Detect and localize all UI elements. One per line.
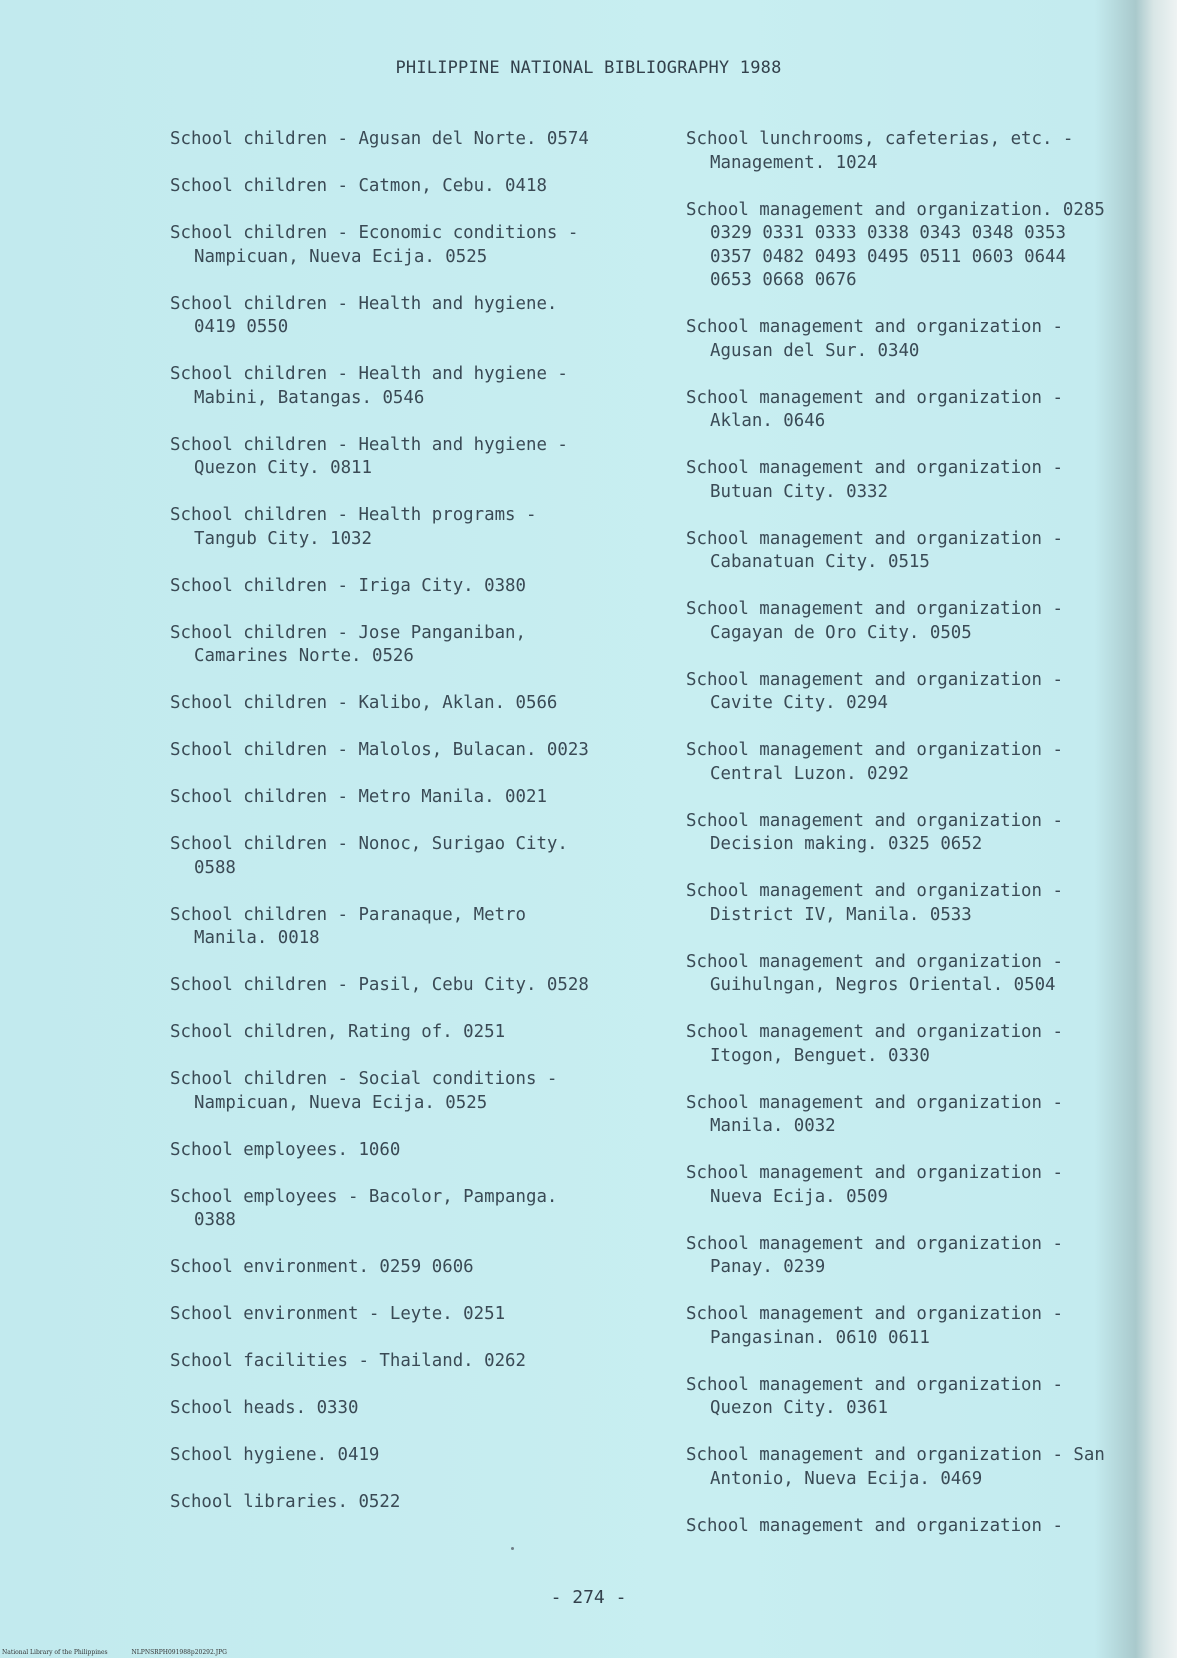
index-entry: School management and organization - Butuan City. 0332 <box>686 458 1063 502</box>
index-entry: School management and organization - Aklan. 0646 <box>686 387 1063 431</box>
index-entry: School management and organization. 0285 0329 0331 0333 0338 0343 0348 0353 0357 0482 0493 0495 0511 0603 0644 0653 0668 0676 <box>686 199 1105 290</box>
index-entry: School children - Jose Panganiban, Camarines Norte. 0526 <box>170 622 526 666</box>
index-entry: School environment - Leyte. 0251 <box>170 1304 506 1324</box>
index-entry: School management and organization - Cagayan de Oro City. 0505 <box>686 599 1063 643</box>
index-entry: School children - Metro Manila. 0021 <box>170 787 547 807</box>
footer-filename: NLPNSRPH091988p20292.JPG <box>131 1649 227 1656</box>
index-entry: School children - Iriga City. 0380 <box>170 575 526 596</box>
right-index-column <box>686 128 1156 1562</box>
index-entry: School management and organization - Central Luzon. 0292 <box>686 740 1063 784</box>
index-entry: School hygiene. 0419 <box>170 1445 380 1465</box>
left-index-column <box>170 128 650 1538</box>
index-entry: School children - Health and hygiene. 0419 0550 <box>170 293 558 337</box>
index-entry: School children - Malolos, Bulacan. 0023 <box>170 740 589 760</box>
index-entry: School employees - Bacolor, Pampanga. 0388 <box>170 1186 558 1230</box>
index-entry: School children - Agusan del Norte. 0574 <box>170 129 589 149</box>
index-entry: School management and organization - Manila. 0032 <box>686 1092 1063 1136</box>
index-entry: School management and organization - Itogon, Benguet. 0330 <box>686 1022 1063 1066</box>
scan-speck <box>511 1547 514 1550</box>
index-entry: School management and organization - Pangasinan. 0610 0611 <box>686 1304 1063 1348</box>
index-entry: School lunchrooms, cafeterias, etc. - Management. 1024 <box>686 129 1074 173</box>
footer-library: National Library of the Philippines <box>2 1649 108 1656</box>
index-entry: School children - Health and hygiene - Mabini, Batangas. 0546 <box>170 364 568 408</box>
index-entry: School management and organization - Cabanatuan City. 0515 <box>686 528 1063 572</box>
index-entry: School libraries. 0522 <box>170 1492 401 1512</box>
index-entry: School management and organization - District IV, Manila. 0533 <box>686 881 1063 925</box>
index-entry: School environment. 0259 0606 <box>170 1257 474 1277</box>
index-entry: School management and organization - Panay. 0239 <box>686 1233 1063 1277</box>
index-entry: School management and organization - San Antonio, Nueva Ecija. 0469 <box>686 1445 1105 1489</box>
index-entry: School employees. 1060 <box>170 1139 401 1160</box>
index-entry: School children, Rating of. 0251 <box>170 1022 506 1042</box>
index-entry: School management and organization - Cavite City. 0294 <box>686 669 1063 713</box>
index-entry: School children - Nonoc, Surigao City. 0588 <box>170 834 568 878</box>
index-entry: School children - Catmon, Cebu. 0418 <box>170 176 547 196</box>
index-entry: School children - Health and hygiene - Quezon City. 0811 <box>170 434 568 478</box>
index-entry: School children - Social conditions - Nampicuan, Nueva Ecija. 0525 <box>170 1069 558 1113</box>
page-title: PHILIPPINE NATIONAL BIBLIOGRAPHY 1988 <box>395 58 782 78</box>
index-entry: School children - Health programs - Tangub City. 1032 <box>170 505 537 549</box>
page-number: - 274 - <box>550 1587 627 1608</box>
index-entry: School heads. 0330 <box>170 1398 359 1418</box>
index-entry: School management and organization - Quezon City. 0361 <box>686 1374 1063 1418</box>
index-entry: School children - Economic conditions - Nampicuan, Nueva Ecija. 0525 <box>170 223 579 267</box>
index-entry: School children - Kalibo, Aklan. 0566 <box>170 693 558 713</box>
scan-footer <box>2 1649 249 1656</box>
index-entry: School management and organization - <box>686 1515 1063 1536</box>
index-entry: School management and organization - Nueva Ecija. 0509 <box>686 1163 1063 1207</box>
index-entry: School children - Paranaque, Metro Manila. 0018 <box>170 904 526 948</box>
index-entry: School facilities - Thailand. 0262 <box>170 1351 526 1371</box>
index-entry: School management and organization - Decision making. 0325 0652 <box>686 810 1063 854</box>
index-entry: School management and organization - Agusan del Sur. 0340 <box>686 317 1063 361</box>
index-entry: School management and organization - Guihulngan, Negros Oriental. 0504 <box>686 951 1063 995</box>
index-entry: School children - Pasil, Cebu City. 0528 <box>170 975 589 995</box>
